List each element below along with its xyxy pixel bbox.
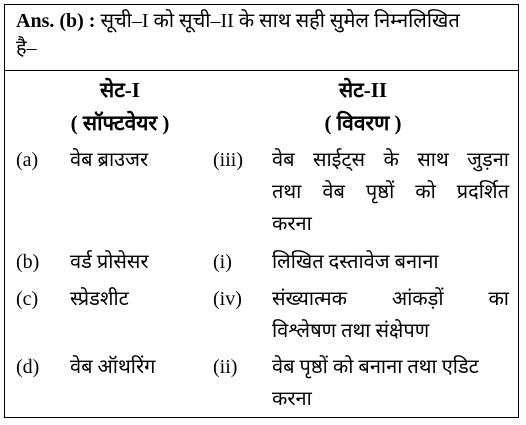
answer-line-2: है– [16,37,37,59]
row-d-code: (ii) [213,356,238,378]
answer-statement: सूची–I को सूची–II के साथ सही सुमेल निम्नलिखित [100,10,460,32]
row-a-code: (iii) [213,149,243,171]
row-a-desc-line3: करना [272,213,312,235]
set1-subtitle: ( सॉफ्टवेयर ) [70,111,170,135]
header-divider [4,70,519,71]
row-c-code: (iv) [213,288,242,310]
answer-label: Ans. (b) : [16,10,96,32]
answer-line-1 [16,9,460,33]
row-c-key: (c) [16,288,39,310]
row-a-desc-line1: वेब साईट्स के साथ जुड़ना [272,149,509,171]
row-b-key: (b) [16,251,40,273]
row-c-desc-line1: संख्यात्मक आंकड़ों का [272,288,509,310]
cropped-text-fragment [4,418,519,425]
row-c-software: स्प्रेडशीट [70,288,129,310]
set1-title: सेट-I [100,78,140,102]
row-d-key: (d) [16,356,40,378]
row-c-desc-line2: विश्लेषण तथा संक्षेपण [272,320,430,342]
set2-subtitle: ( विवरण ) [324,111,402,135]
row-b-desc-line1: लिखित दस्तावेज बनाना [272,251,439,273]
row-b-software: वर्ड प्रोसेसर [70,251,149,273]
row-d-desc-line2: करना [272,388,312,410]
set2-title: सेट-II [338,78,388,102]
row-d-software: वेब ऑथरिंग [70,356,156,378]
row-d-desc-line1: वेब पृष्ठों को बनाना तथा एडिट [272,356,479,378]
row-a-key: (a) [16,149,39,171]
row-a-software: वेब ब्राउजर [70,149,149,171]
row-b-code: (i) [213,251,232,273]
row-a-desc-line2: तथा वेब पृष्ठों को प्रदर्शित [272,181,509,203]
